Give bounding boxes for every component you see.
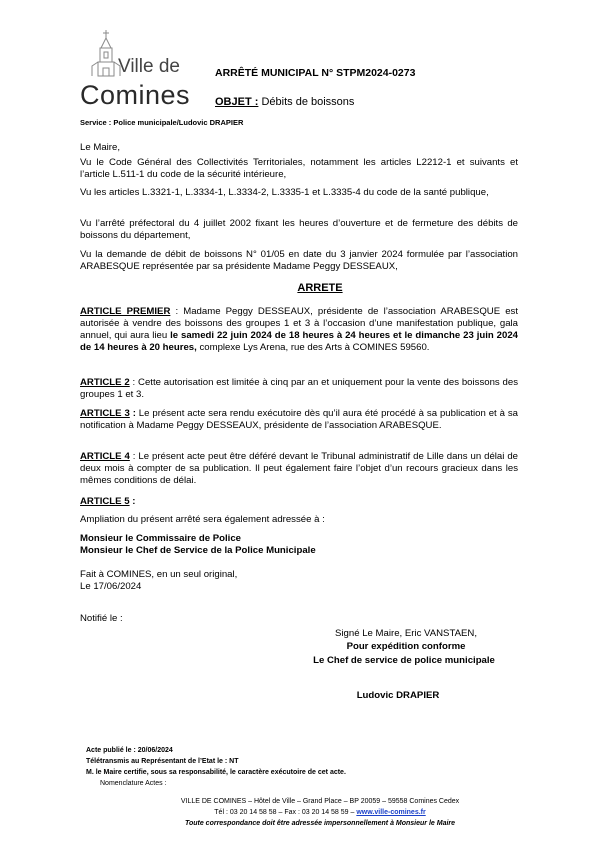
article-3 (80, 408, 518, 432)
signature-conforme: Pour expédition conforme (346, 641, 466, 652)
footer-contact (0, 808, 595, 817)
signature-date: Le 17/06/2024 (80, 581, 142, 592)
signature-role: Le Chef de service de police municipale (313, 655, 495, 666)
logo-comines: Comines (80, 80, 191, 110)
article-1-label: ARTICLE PREMIER (80, 306, 171, 317)
article-4-label: ARTICLE 4 (80, 451, 130, 462)
vu-demande: Vu la demande de débit de boissons N° 01/05 en date du 3 janvier 2024 formulée par l’association ARABESQUE représentée par sa présidente Madame Peggy DESSEAUX, (80, 249, 518, 272)
logo-ville: Ville de (118, 56, 180, 77)
objet-text: Débits de boissons (261, 96, 355, 108)
le-maire: Le Maire, (80, 142, 120, 153)
vu-cgct: Vu le Code Général des Collectivités Territoriales, notamment les articles L2212-1 et suivants et l’article L.511-1 du code de la sécurité intérieure, (80, 157, 518, 180)
article-2 (80, 377, 518, 401)
city-logo (78, 28, 196, 110)
article-3-colon: : (129, 408, 136, 419)
vu-sante-publique: Vu les articles L.3321-1, L.3334-1, L.3334-2, L.3335-1 et L.3335-4 du code de la santé publique, (80, 187, 489, 198)
article-5-colon: : (129, 496, 136, 507)
footer-address: VILLE DE COMINES – Hôtel de Ville – Grand Place – BP 20059 – 59558 Comines Cedex (180, 798, 460, 805)
article-1 (80, 306, 518, 354)
article-5 (80, 496, 518, 508)
objet-label: OBJET : (215, 96, 259, 108)
service-line: Service : Police municipale/Ludovic DRAPIER (80, 118, 244, 127)
document-title: ARRÊTÉ MUNICIPAL N° STPM2024-0273 (215, 67, 416, 79)
recipient-commissaire: Monsieur le Commissaire de Police (80, 533, 242, 544)
website-link[interactable]: www.ville-comines.fr (356, 809, 426, 816)
article-4-text: : Le présent acte peut être déféré devant le Tribunal administratif de Lille dans un délai de deux mois à compter de sa publication. Il peut également faire l’objet d’un recours gracieux dans les mêmes conditions de délai. (80, 451, 518, 486)
footer-phone-fax: Tél : 03 20 14 58 58 – Fax : 03 20 14 58 59 – (214, 809, 357, 816)
acte-publie: Acte publié le : 20/06/2024 (86, 747, 173, 754)
article-4 (80, 451, 518, 487)
fait-a: Fait à COMINES, en un seul original, (80, 569, 238, 580)
teletransmis: Télétransmis au Représentant de l’Etat le : NT (86, 758, 239, 765)
nomenclature: Nomenclature Actes : (100, 780, 167, 787)
article-3-label: ARTICLE 3 (80, 408, 130, 419)
document-object (215, 96, 354, 108)
notifie-le: Notifié le : (80, 613, 123, 624)
signature-name: Ludovic DRAPIER (356, 690, 440, 701)
article-5-label: ARTICLE 5 (80, 496, 130, 507)
ampliation: Ampliation du présent arrêté sera également adressée à : (80, 514, 325, 525)
article-1-text-a: : Madame Peggy DESSEAUX, présidente de l’association ARABESQUE est autorisée à vendre des boissons des groupes 1 et 3 à l’occasion d’une manifestation publique, gala annuel, qui aura lieu (80, 306, 518, 341)
recipient-chef-police: Monsieur le Chef de Service de la Police Municipale (80, 545, 316, 556)
article-1-text-b: complexe Lys Arena, rue des Arts à COMINES 59560. (196, 342, 430, 353)
article-2-label: ARTICLE 2 (80, 377, 130, 388)
vu-arrete-prefectoral: Vu l’arrêté préfectoral du 4 juillet 2002 fixant les heures d’ouverture et de fermeture des débits de boissons du département, (80, 218, 518, 241)
article-2-text: : Cette autorisation est limitée à cinq par an et uniquement pour la vente des boissons des groupes 1 et 3. (80, 377, 518, 400)
footer-correspondence: Toute correspondance doit être adressée impersonnellement à Monsieur le Maire (184, 820, 456, 827)
arrete-heading: ARRETE (297, 282, 343, 294)
certification: M. le Maire certifie, sous sa responsabilité, le caractère exécutoire de cet acte. (86, 769, 346, 776)
article-1-dates: le samedi 22 juin 2024 de 18 heures à 24 heures et le dimanche 23 juin 2024 de 14 heures à 20 heures, (80, 330, 519, 353)
signature-mayor: Signé Le Maire, Eric VANSTAEN, (335, 628, 477, 639)
article-3-text: Le présent acte sera rendu exécutoire dès qu’il aura été procédé à sa publication et à sa notification à Madame Peggy DESSEAUX, présidente de l’association ARABESQUE. (80, 408, 518, 431)
